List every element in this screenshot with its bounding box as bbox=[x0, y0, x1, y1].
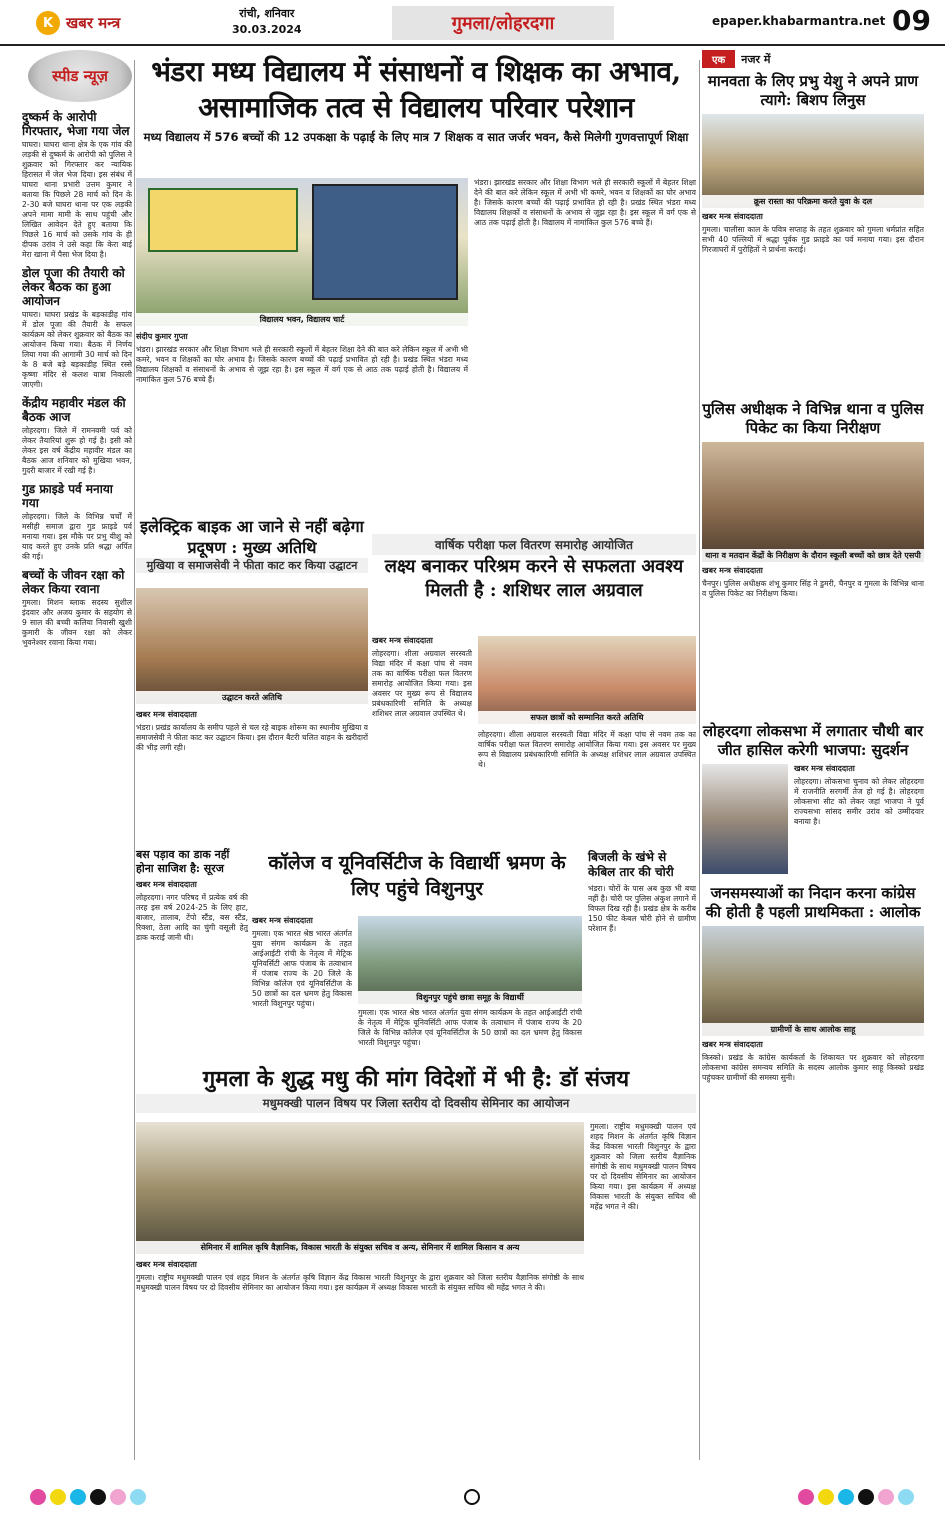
reg-dot-cyan-light bbox=[898, 1489, 914, 1505]
post-byline: खबर मन्त्र संवाददाता bbox=[136, 880, 197, 889]
ek-nazar-kicker bbox=[702, 50, 924, 68]
reg-dot-magenta-light bbox=[878, 1489, 894, 1505]
theft-body bbox=[588, 884, 696, 1044]
college-story bbox=[252, 850, 582, 902]
reg-dot-cyan-light bbox=[130, 1489, 146, 1505]
right-column bbox=[702, 50, 924, 1470]
right-story1-byline: खबर मन्त्र संवाददाता bbox=[702, 212, 763, 221]
result-photo[interactable] bbox=[478, 636, 696, 724]
brief-title: बच्चों के जीवन रक्षा को लेकर किया रवाना bbox=[22, 568, 125, 596]
right-story3-row bbox=[702, 764, 924, 874]
logo[interactable] bbox=[36, 10, 120, 36]
right-story3-headline: लोहरदगा लोकसभा में लगातार चौथी बार जीत हासिल करेगी भाजपा: सुदर्शन bbox=[702, 722, 924, 759]
right-story1-photo-caption: क्रूस रास्ता का परिक्रमा करते युवा के दल bbox=[702, 195, 924, 208]
ebike-body bbox=[136, 710, 368, 840]
main-column bbox=[136, 50, 696, 1470]
college-text: गुमला। एक भारत श्रेष्ठ भारत अंतर्गत युवा संगम कार्यक्रम के तहत आईआईटी रांची के नेतृत्व में मेट्रिक यूनिवर्सिटी आफ पंजाब के तत्वाधान में पंजाब राज्य के 20 जिले के विभिन्न कॉलेज एवं यूनिवर्सिटीज के 50 छात्रों का दल भ्रमण हेतु विकास भारती विशुनपुर पहुंचा। bbox=[252, 929, 352, 1008]
right-story2-body bbox=[702, 566, 924, 716]
college-photo[interactable] bbox=[358, 916, 582, 1004]
college-byline: खबर मन्त्र संवाददाता bbox=[252, 916, 313, 925]
reg-dot-magenta bbox=[798, 1489, 814, 1505]
brief-title: दुष्कर्म के आरोपी गिरफ्तार, भेजा गया जेल bbox=[22, 110, 130, 138]
speed-news-badge: स्पीड न्यूज़ bbox=[28, 50, 132, 102]
reg-dot-cyan bbox=[70, 1489, 86, 1505]
result-headline: लक्ष्य बनाकर परिश्रम करने से सफलता अवश्य मिलती है : शशिधर लाल अग्रवाल bbox=[384, 556, 684, 601]
right-story2-headline: पुलिस अधीक्षक ने विभिन्न थाना व पुलिस पिकेट का किया निरीक्षण bbox=[702, 400, 924, 437]
right-story4-body bbox=[702, 1040, 924, 1220]
brief-item bbox=[22, 482, 132, 562]
ebike-subhead: मुखिया व समाजसेवी ने फीता काट कर किया उद्घाटन bbox=[136, 558, 368, 573]
result-body-cont bbox=[478, 730, 696, 840]
post-text: लोहरदगा। नगर परिषद में प्रत्येक वर्ष की तरह इस वर्ष 2024-25 के लिए हाट, बाजार, तालाब, टेंपो स्टैंड, बस स्टैंड, रिक्शा, ठेला आदि का चुंगी वसूली हेतु डाक कराई जानी थी। bbox=[136, 893, 248, 942]
lead-headline: भंडरा मध्य विद्यालय में संसाधनों व शिक्षक का अभाव, असामाजिक तत्व से विद्यालय परिवार परेशान bbox=[151, 55, 681, 124]
theft-text: भंडरा। चोरों के पास अब कुछ भी बचा नहीं है। चोरी पर पुलिस अंकुश लगाने में विफल दिख रही है। प्रखंड क्षेत्र के करीब 150 फीट केबल चोरी होने से ग्रामीण परेशान हैं। bbox=[588, 884, 696, 933]
crosshair-icon bbox=[464, 1489, 480, 1505]
right-story2-photo[interactable] bbox=[702, 442, 924, 562]
section-label: गुमला/लोहरदगा bbox=[392, 6, 614, 40]
brief-text: घाघरा। घाघरा प्रखंड के बड़काडीह गांव में डोल पूजा की तैयारी के सफल कार्यक्रम को लेकर शुक्रवार को बैठक का आयोजन किया गया। बैठक में निर्णय लिया गया की आगामी 30 मार्च को दिन के 8 बजे बड़े बड़काडीह स्थित रस्से कृष्णा मंदिर से कलश यात्रा निकाली जाएगी। bbox=[22, 310, 132, 389]
lead-photo-caption: विद्यालय भवन, विद्यालय चार्ट bbox=[136, 313, 468, 326]
theft-story bbox=[588, 850, 696, 1044]
college-headline: कॉलेज व यूनिवर्सिटीज के विद्यार्थी भ्रमण के लिए पहुंचे विशुनपुर bbox=[268, 852, 566, 900]
right-story1-headline: मानवता के लिए प्रभु येशु ने अपने प्राण त्यागे: बिशप लिनुस bbox=[707, 72, 919, 109]
right-story3-body bbox=[794, 764, 924, 874]
lead-body-right bbox=[474, 178, 696, 512]
right-story1-photo[interactable] bbox=[702, 114, 924, 208]
honey-photo[interactable] bbox=[136, 1122, 584, 1254]
reg-dot-yellow bbox=[818, 1489, 834, 1505]
result-photo-caption: सफल छात्रों को सम्मानित करते अतिथि bbox=[478, 711, 696, 724]
right-story2-text: चैनपुर। पुलिस अधीक्षक शंभू कुमार सिंह ने डुमरी, चैनपुर व गुमला के विभिन्न थाना व पुलिस पिकेट का निरीक्षण किया। bbox=[702, 579, 924, 598]
reg-dot-black bbox=[858, 1489, 874, 1505]
brief-item bbox=[22, 396, 132, 476]
result-byline: खबर मन्त्र संवाददाता bbox=[372, 636, 433, 645]
honey-byline: खबर मन्त्र संवाददाता bbox=[136, 1260, 197, 1269]
honey-body bbox=[136, 1260, 584, 1470]
brief-title: डोल पूजा की तैयारी को लेकर बैठक का हुआ आयोजन bbox=[22, 266, 125, 308]
college-photo-caption: विशुनपुर पहुंचे छात्रा समूह के विद्यार्थी bbox=[358, 991, 582, 1004]
lead-story bbox=[136, 54, 696, 145]
kicker-tag-2: नजर में bbox=[741, 52, 771, 66]
chart-board bbox=[312, 184, 458, 300]
school-signboard bbox=[148, 188, 298, 252]
dateline bbox=[232, 6, 302, 38]
college-body-cont bbox=[358, 1008, 582, 1058]
column-divider bbox=[134, 60, 135, 1460]
logo-mark-icon: K bbox=[36, 11, 60, 35]
lead-photo[interactable] bbox=[136, 178, 468, 326]
right-story1-text: गुमला। चालीसा काल के पवित्र सप्ताह के तहत शुक्रवार को गुमला धर्मप्रांत सहित सभी 40 पल्लियों में श्रद्धा पूर्वक गुड फ्राइडे का पर्व मनाया गया। इस दौरान गिरजाघरों में पुरोहितों ने प्रार्थना कराई। bbox=[702, 225, 924, 254]
ebike-headline: इलेक्ट्रिक बाइक आ जाने से नहीं बढ़ेगा प्रदूषण : मुख्य अतिथि bbox=[140, 517, 364, 557]
city-day: रांची, शनिवार bbox=[239, 7, 295, 20]
college-body bbox=[252, 916, 352, 1056]
right-story4-text: किस्को। प्रखंड के कांग्रेस कार्यकर्ता के शिकायत पर शुक्रवार को लोहरदगा लोकसभा कांग्रेस समन्वय समिति के सदस्य आलोक कुमार साहू किस्को प्रखंड पहुंचकर ग्रामीणों की समस्या सुनी। bbox=[702, 1053, 924, 1082]
reg-dot-magenta bbox=[30, 1489, 46, 1505]
honey-subhead: मधुमक्खी पालन विषय पर जिला स्तरीय दो दिवसीय सेमिनार का आयोजन bbox=[136, 1094, 696, 1113]
right-story4-byline: खबर मन्त्र संवाददाता bbox=[702, 1040, 763, 1049]
brief-text: लोहरदगा। जिले के विभिन्न चर्चों में मसीही समाज द्वारा गुड फ्राइडे पर्व मनाया गया। इस मौके पर प्रभु यीशु को याद करते हुए उनके प्रति श्रद्धा अर्पित की गई। bbox=[22, 512, 132, 561]
page-number: 09 bbox=[892, 4, 931, 37]
column-divider bbox=[699, 60, 700, 1460]
honey-story bbox=[136, 1064, 696, 1113]
speed-news-column bbox=[22, 50, 132, 1470]
lead-byline: संदीप कुमार गुप्ता bbox=[136, 332, 188, 341]
brief-item bbox=[22, 266, 132, 390]
honey-text: गुमला। राष्ट्रीय मधुमक्खी पालन एवं शहद मिशन के अंतर्गत कृषि विज्ञान केंद्र विकास भारती विशुनपुर के द्वारा शुक्रवार को जिला स्तरीय वैज्ञानिक संगोष्ठी के साथ मधुमक्खी पालन विषय पर दो दिवसीय सेमिनार का आयोजन किया गया। इस कार्यक्रम में अध्यक्ष विकास भारती के संयुक्त सचिव श्री महेंद्र भगत ने की। bbox=[136, 1273, 584, 1292]
brief-title: गुड फ्राइडे पर्व मनाया गया bbox=[22, 482, 113, 510]
honey-photo-caption: सेमिनार में शामिल कृषि वैज्ञानिक, विकास भारती के संयुक्त सचिव व अन्य, सेमिनार में शामिल किसान व अन्य bbox=[136, 1241, 584, 1254]
epaper-link[interactable]: epaper.khabarmantra.net bbox=[712, 14, 886, 28]
result-text: लोहरदगा। शीला अग्रवाल सरस्वती विद्या मंदिर में कक्षा पांच से नवम तक का वार्षिक परीक्षा फल वितरण समारोह आयोजित किया गया। इस अवसर पर मुख्य रूप से विद्यालय प्रबंधकारिणी समिति के अध्यक्ष शशिधर लाल अग्रवाल उपस्थित थे। bbox=[372, 649, 472, 718]
ebike-photo[interactable] bbox=[136, 588, 368, 704]
ebike-story bbox=[136, 516, 368, 573]
right-story3-text: लोहरदगा। लोकसभा चुनाव को लेकर लोहरदगा में राजनीति सरगर्मी तेज हो गई है। लोहरदगा लोकसभा सीट को लेकर जहां भाजपा ने पूर्व राज्यसभा सांसद समीर उरांव को उम्मीदवार बनाया है। bbox=[794, 777, 924, 826]
ebike-byline: खबर मन्त्र संवाददाता bbox=[136, 710, 197, 719]
reg-dot-yellow bbox=[50, 1489, 66, 1505]
result-text-cont: लोहरदगा। शीला अग्रवाल सरस्वती विद्या मंदिर में कक्षा पांच से नवम तक का वार्षिक परीक्षा फल वितरण समारोह आयोजित किया गया। इस अवसर पर मुख्य रूप से विद्यालय प्रबंधकारिणी समिति के अध्यक्ष शशिधर लाल अग्रवाल उपस्थित थे। bbox=[478, 730, 696, 769]
right-story3-byline: खबर मन्त्र संवाददाता bbox=[794, 764, 855, 773]
brief-text: लोहरदगा। जिले में रामनवमी पर्व को लेकर तैयारियां शुरू हो गई है। इसी को लेकर इस वर्ष केंद्रीय महावीर मंडल का बैठक आज शनिवार को मुखिया भवन, गुदरी बाजार में रखी गई है। bbox=[22, 426, 132, 475]
right-story3-portrait[interactable] bbox=[702, 764, 788, 874]
result-story bbox=[372, 534, 696, 603]
lead-text-cont: भंडरा। झारखंड सरकार और शिक्षा विभाग भले ही सरकारी स्कूलों में बेहतर शिक्षा देने की बात करे लेकिन स्कूल में अभी भी कमरे, भवन व शिक्षकों का घोर अभाव है। जिसके कारण बच्चों की पढ़ाई प्रभावित हो रही है। प्रखंड स्थित भंडरा मध्य विद्यालय शिक्षकों व संसाधनों के अभाव से जूझ रहा है। इस स्कूल में वर्ग एक से आठ तक पढ़ाई होती है। विद्यालय में नामांकित कुल 576 बच्चे हैं। bbox=[474, 178, 696, 227]
issue-date: 30.03.2024 bbox=[232, 23, 302, 36]
lead-text: भंडरा। झारखंड सरकार और शिक्षा विभाग भले ही सरकारी स्कूलों में बेहतर शिक्षा देने की बात करे लेकिन स्कूल में अभी भी कमरे, भवन व शिक्षकों का घोर अभाव है। जिसके कारण बच्चों की पढ़ाई प्रभावित हो रही है। प्रखंड स्थित भंडरा मध्य विद्यालय शिक्षकों व संसाधनों के अभाव से जूझ रहा है। इस स्कूल में वर्ग एक से आठ तक पढ़ाई होती है। विद्यालय में नामांकित कुल 576 बच्चे हैं। bbox=[136, 345, 468, 384]
brief-title: केंद्रीय महावीर मंडल की बैठक आज bbox=[22, 396, 126, 424]
masthead bbox=[0, 0, 945, 46]
result-body bbox=[372, 636, 472, 840]
honey-body-right bbox=[590, 1122, 696, 1470]
theft-headline: बिजली के खंभे से केबिल तार की चोरी bbox=[588, 850, 674, 879]
lead-subhead: मध्य विद्यालय में 576 बच्चों की 12 उपकक्षा के पढ़ाई के लिए मात्र 7 शिक्षक व सात जर्जर भवन, कैसे मिलेगी गुणवत्तापूर्ण शिक्षा bbox=[143, 130, 689, 144]
right-story2-photo-caption: थाना व मतदान केंद्रों के निरीक्षण के दौरान स्कूली बच्चों को छात्र देते एसपी bbox=[702, 549, 924, 562]
reg-dot-black bbox=[90, 1489, 106, 1505]
brief-item bbox=[22, 568, 132, 648]
honey-text-cont: गुमला। राष्ट्रीय मधुमक्खी पालन एवं शहद मिशन के अंतर्गत कृषि विज्ञान केंद्र विकास भारती विशुनपुर के द्वारा शुक्रवार को जिला स्तरीय वैज्ञानिक संगोष्ठी के साथ मधुमक्खी पालन विषय पर दो दिवसीय सेमिनार का आयोजन किया गया। इस कार्यक्रम में अध्यक्ष विकास भारती के संयुक्त सचिव श्री महेंद्र भगत ने की। bbox=[590, 1122, 696, 1211]
kicker-tag: एक bbox=[702, 50, 735, 68]
print-registration-marks bbox=[0, 1485, 945, 1509]
college-text-cont: गुमला। एक भारत श्रेष्ठ भारत अंतर्गत युवा संगम कार्यक्रम के तहत आईआईटी रांची के नेतृत्व में मेट्रिक यूनिवर्सिटी आफ पंजाब के तत्वाधान में पंजाब राज्य के 20 जिले के विभिन्न कॉलेज एवं यूनिवर्सिटीज के 50 छात्रों का दल भ्रमण हेतु विकास भारती विशुनपुर पहुंचा। bbox=[358, 1008, 582, 1047]
logo-text: खबर मन्त्र bbox=[66, 14, 121, 32]
reg-dot-cyan bbox=[838, 1489, 854, 1505]
result-kicker: वार्षिक परीक्षा फल वितरण समारोह आयोजित bbox=[372, 534, 696, 555]
brief-text: गुमला। मिशन ब्लाक सदस्य सुशील इंदवार और अजय कुमार के सहयोग से 9 साल की बच्ची कलिया निवासी खुशी कुमारी के जीवन रक्षा को लेकर भुवनेश्वर रवाना किया गया। bbox=[22, 598, 132, 647]
right-story1-body bbox=[702, 212, 924, 392]
post-headline: बस पड़ाव का डाक नहीं होना साजिश है: सूरज bbox=[136, 848, 230, 875]
ebike-text: भंडरा। प्रखंड कार्यालय के समीप पहले से चल रहे बाइक शोरूम का स्थानीय मुखिया व समाजसेवी ने फीता काट कर उद्घाटन किया। इस दौरान बैटरी चलित वाहन के खरीदारों की भीड़ लगी रही। bbox=[136, 723, 368, 752]
post-story bbox=[136, 848, 248, 1080]
reg-dot-magenta-light bbox=[110, 1489, 126, 1505]
lead-body bbox=[136, 332, 468, 512]
right-story2-byline: खबर मन्त्र संवाददाता bbox=[702, 566, 763, 575]
brief-item bbox=[22, 110, 132, 260]
honey-headline: गुमला के शुद्ध मधु की मांग विदेशों में भी है: डॉ संजय bbox=[202, 1066, 630, 1092]
right-story4-photo-caption: ग्रामीणों के साथ आलोक साहू bbox=[702, 1023, 924, 1036]
ebike-photo-caption: उद्घाटन करते अतिथि bbox=[136, 691, 368, 704]
right-story4-photo[interactable] bbox=[702, 926, 924, 1036]
right-story4-headline: जनसमस्याओं का निदान करना कांग्रेस की होती है पहली प्राथमिकता : आलोक bbox=[705, 884, 921, 921]
post-body bbox=[136, 880, 248, 1080]
brief-text: घाघरा। घाघरा थाना क्षेत्र के एक गांव की लड़की से दुष्कर्म के आरोपी को पुलिस ने शुक्रवार को गिरफ्तार कर न्यायिक हिरासत में जेल भेज दिया। इस संबंध में घाघरा थाना प्रभारी उत्तम कुमार ने बताया कि पिछले 28 मार्च को दिन के 2-30 बजे घाघरा थाना पर एक लड़की अपने मामा मामी के साथ पहुंची और लिखित आवेदन देते हुए बताया कि पिछले 16 मार्च को उसके गांव के ही दीपक उरांव ने उसे कहा कि केरा बाई मेरा खाना में पैसा भेज दिया है। bbox=[22, 140, 132, 259]
